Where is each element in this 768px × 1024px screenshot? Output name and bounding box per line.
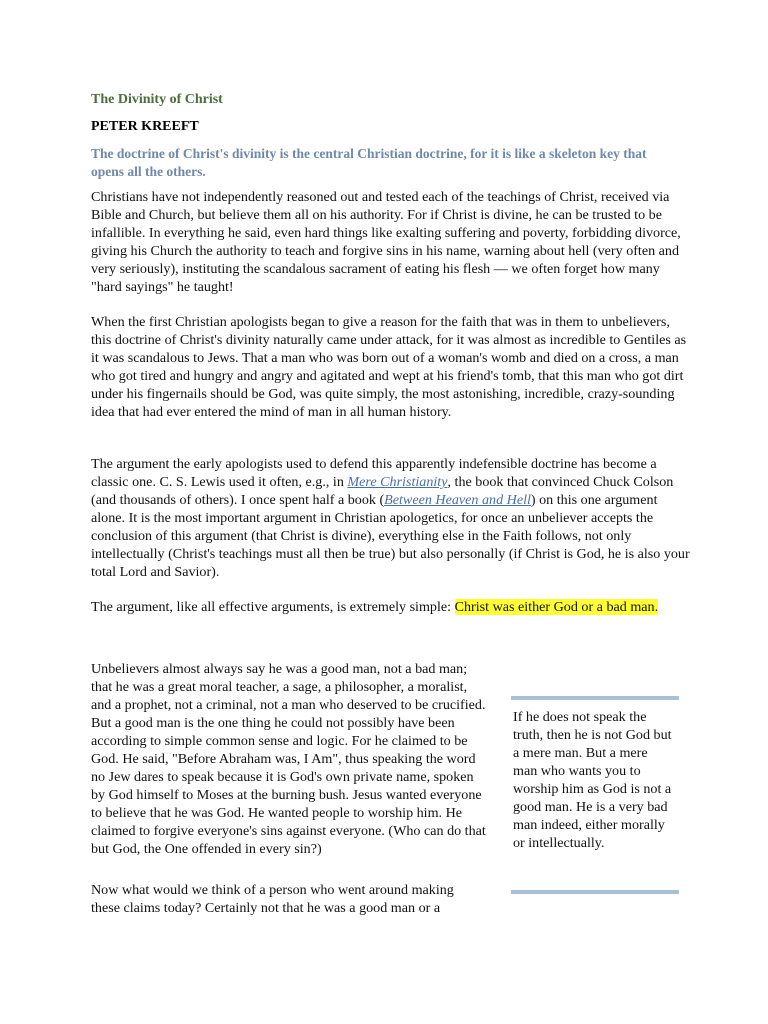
paragraph-5: Unbelievers almost always say he was a good man, not a bad man; that he was a great moral teacher, a sage, a philosopher, a moralist, and a prophet, not a criminal, not a man who deserved to be crucified. But a good man is the one thing he could not possibly have been according to simple common sense and logic. For he claimed to be God. He said, "Before Abraham was, I Am", thus speaking the word no Jew dares to speak because it is God's own private name, spoken by God himself to Moses at the burning bush. Jesus wanted everyone to believe that he was God. He wanted people to worship him. He claimed to forgive everyone's sins against everyone. (Who can do that but God, the One offended in every sin?) [91, 661, 486, 857]
pull-quote-top-rule [511, 696, 679, 700]
paragraph-3-text-a: The argument the early apologists used to defend this apparently indefensible doctrine has become a classic one. C. S. Lewis used it often, e.g., in [91, 456, 657, 490]
author-name: PETER KREEFT [91, 119, 199, 134]
paragraph-3 [91, 455, 691, 581]
paragraph-6: Now what would we think of a person who went around making these claims today? Certainly not that he was a good man or a [91, 882, 454, 916]
mere-christianity-link[interactable]: Mere Christianity [347, 474, 448, 490]
paragraph-3-text-c: ) on this one argument alone. It is the most important argument in Christian apologetics, for once an unbeliever accepts the conclusion of this argument (that Christ is divine), everything else in the Faith follows, not only intellectually (Christ's teachings must all then be true) but also personally (if Christ is God, he is also your total Lord and Savior). [91, 492, 690, 580]
pull-quote-bottom-rule [511, 890, 679, 894]
subtitle: The doctrine of Christ's divinity is the central Christian doctrine, for it is like a skeleton key that opens all the others. [91, 146, 647, 179]
between-heaven-and-hell-link[interactable]: Between Heaven and Hell [384, 492, 531, 508]
paragraph-4-text: The argument, like all effective arguments, is extremely simple: [91, 599, 455, 615]
highlighted-thesis: Christ was either God or a bad man. [454, 599, 659, 615]
paragraph-3-text-b: , the book that convinced Chuck Colson (and thousands of others). I once spent half a book ( [91, 474, 674, 508]
paragraph-2: When the first Christian apologists began to give a reason for the faith that was in them to unbelievers, this doctrine of Christ's divinity naturally came under attack, for it was almost as incredible to Gentiles as it was scandalous to Jews. That a man who was born out of a woman's womb and died on a cross, a man who got tired and hungry and angry and agitated and wept at his friend's tomb, that this man who got dirt under his fingernails should be God, was quite simply, the most astonishing, incredible, crazy-sounding idea that had ever entered the mind of man in all human history. [91, 314, 687, 420]
document-title: The Divinity of Christ [91, 92, 223, 107]
paragraph-1: Christians have not independently reasoned out and tested each of the teachings of Christ, received via Bible and Church, but believe them all on his authority. For if Christ is divine, he can be trusted to be infallible. In everything he said, even hard things like exalting suffering and poverty, forbidding divorce, giving his Church the authority to teach and forgive sins in his name, warning about hell (very often and very seriously), instituting the scandalous sacrament of eating his flesh — we often forget how many "hard sayings" he taught! [91, 189, 681, 295]
pull-quote: If he does not speak the truth, then he is not God but a mere man. But a mere man who wants you to worship him as God is not a good man. He is a very bad man indeed, either morally or intellectually. [513, 709, 672, 851]
paragraph-4 [91, 598, 691, 616]
